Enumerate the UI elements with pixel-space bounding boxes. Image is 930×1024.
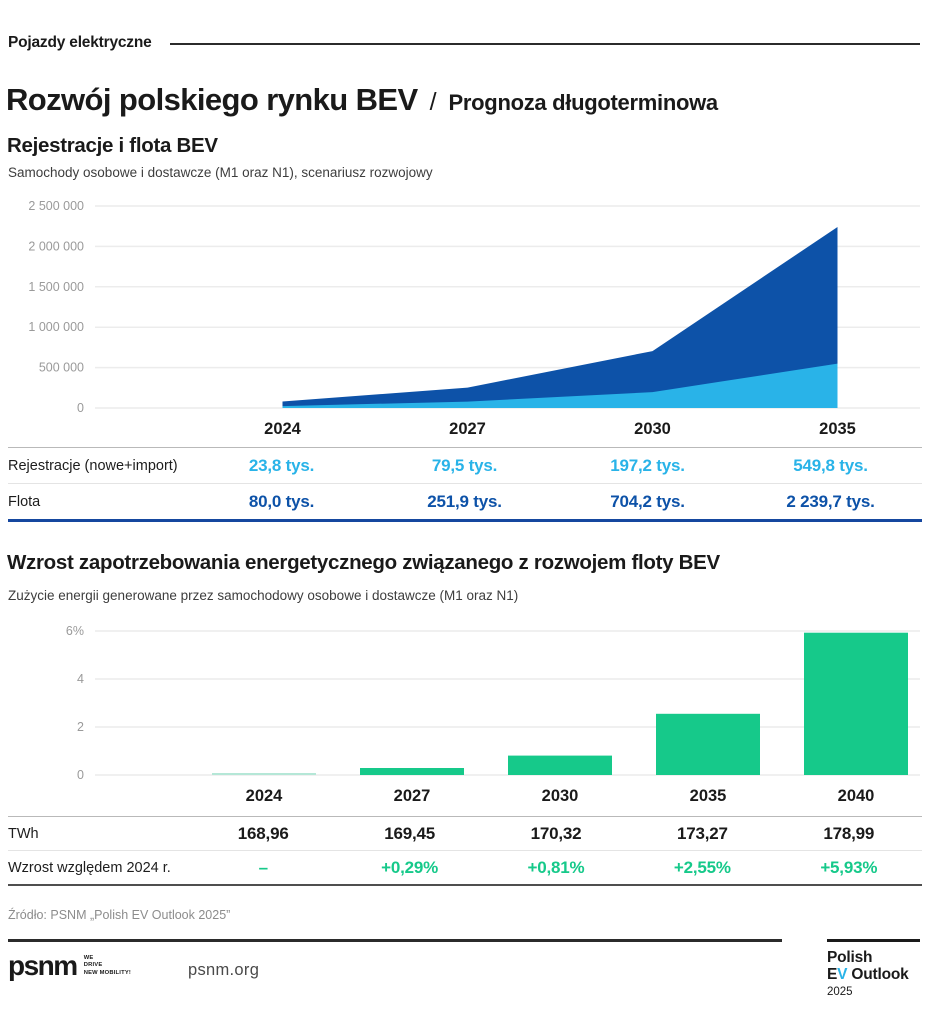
bar	[360, 768, 464, 775]
polish-ev-outlook-logo	[827, 950, 909, 999]
x-tick-label: 2035	[689, 787, 727, 805]
x-tick-label: 2027	[393, 787, 431, 805]
section2-heading: Wzrost zapotrzebowania energetycznego związanego z rozwojem floty BEV	[7, 551, 720, 574]
x-tick-label: 2035	[819, 420, 856, 438]
outlook-logo-rule	[827, 939, 920, 942]
table-cell: 170,32	[530, 823, 582, 843]
x-tick-label: 2030	[634, 420, 671, 438]
registrations-fleet-table	[8, 447, 922, 522]
bar	[508, 756, 612, 775]
bar-chart-svg	[0, 617, 930, 809]
y-tick-label: 0	[77, 768, 84, 782]
page-title-main: Rozwój polskiego rynku BEV	[6, 82, 418, 117]
table-cell: +2,55%	[673, 857, 731, 877]
table-cell: 704,2 tys.	[610, 491, 685, 511]
y-tick-label: 1 000 000	[28, 320, 84, 335]
psnm-website-link[interactable]: psnm.org	[188, 961, 260, 979]
energy-demand-table	[8, 816, 922, 886]
psnm-logo	[8, 952, 131, 980]
psnm-tagline-line: NEW MOBILITY!	[83, 969, 132, 976]
x-tick-label: 2040	[837, 787, 875, 805]
page-title-subtitle: Prognoza długoterminowa	[448, 90, 718, 115]
bar	[804, 633, 908, 775]
footer-rule	[8, 939, 782, 942]
table-cell: 178,99	[823, 823, 875, 843]
table-row	[8, 484, 922, 519]
footer	[0, 939, 930, 1019]
outlook-line2	[827, 967, 909, 984]
bar	[212, 773, 316, 775]
header-rule	[170, 43, 920, 46]
y-tick-label: 1 500 000	[28, 279, 84, 294]
x-tick-label: 2024	[245, 787, 283, 805]
psnm-wordmark: psnm	[8, 950, 77, 981]
outlook-year: 2025	[827, 986, 853, 999]
x-tick-label: 2024	[264, 420, 301, 438]
bar-chart	[0, 617, 930, 809]
section1-subheading: Samochody osobowe i dostawcze (M1 oraz N1), scenariusz rozwojowy	[8, 165, 433, 180]
row-label: Flota	[8, 493, 41, 510]
y-tick-label: 500 000	[38, 360, 84, 375]
header	[8, 34, 920, 52]
y-tick-label: 2	[77, 720, 84, 734]
outlook-e: E	[827, 965, 838, 983]
table-cell: 549,8 tys.	[793, 455, 868, 475]
x-tick-label: 2030	[541, 787, 579, 805]
table-cell: 23,8 tys.	[248, 455, 315, 475]
y-tick-label: 0	[77, 401, 84, 415]
table-cell: 80,0 tys.	[248, 491, 315, 511]
page-title	[6, 82, 718, 118]
x-tick-label: 2027	[449, 420, 486, 438]
table-cell: 197,2 tys.	[610, 455, 685, 475]
table-row	[8, 851, 922, 884]
table-cell: +0,81%	[527, 857, 585, 877]
row-label: TWh	[8, 825, 39, 842]
bar	[656, 714, 760, 775]
table-cell: –	[258, 857, 268, 877]
psnm-tagline-line: DRIVE	[83, 962, 103, 969]
table-cell: +0,29%	[381, 857, 439, 877]
area-chart	[0, 196, 930, 442]
y-tick-label: 2 000 000	[28, 239, 84, 254]
row-label: Rejestracje (nowe+import)	[8, 457, 178, 474]
table-cell: 251,9 tys.	[427, 491, 502, 511]
psnm-tagline-line: WE	[83, 955, 94, 962]
source-note: Źródło: PSNM „Polish EV Outlook 2025”	[8, 908, 231, 922]
table-cell: 169,45	[384, 823, 435, 843]
table-cell: 79,5 tys.	[431, 455, 498, 475]
psnm-logo-tagline	[84, 955, 131, 977]
section2-subheading: Zużycie energii generowane przez samochodowy osobowe i dostawcze (M1 oraz N1)	[8, 588, 519, 603]
outlook-line1: Polish	[827, 949, 873, 966]
section1-heading: Rejestracje i flota BEV	[7, 134, 218, 157]
table-cell: +5,93%	[820, 857, 878, 877]
outlook-rest: Outlook	[847, 965, 909, 983]
table-cell: 173,27	[676, 823, 728, 843]
outlook-v: V	[837, 965, 848, 983]
page-tagline: Pojazdy elektryczne	[8, 34, 152, 51]
y-tick-label: 2 500 000	[28, 199, 84, 213]
table-row	[8, 448, 922, 484]
title-slash: /	[429, 88, 437, 116]
y-tick-label: 4	[77, 672, 84, 686]
area-chart-svg	[0, 196, 930, 442]
row-label: Wzrost względem 2024 r.	[8, 859, 171, 876]
table-cell: 2 239,7 tys.	[786, 491, 875, 511]
y-tick-label: 6%	[65, 624, 84, 638]
table-row	[8, 817, 922, 851]
table-cell: 168,96	[237, 823, 289, 843]
